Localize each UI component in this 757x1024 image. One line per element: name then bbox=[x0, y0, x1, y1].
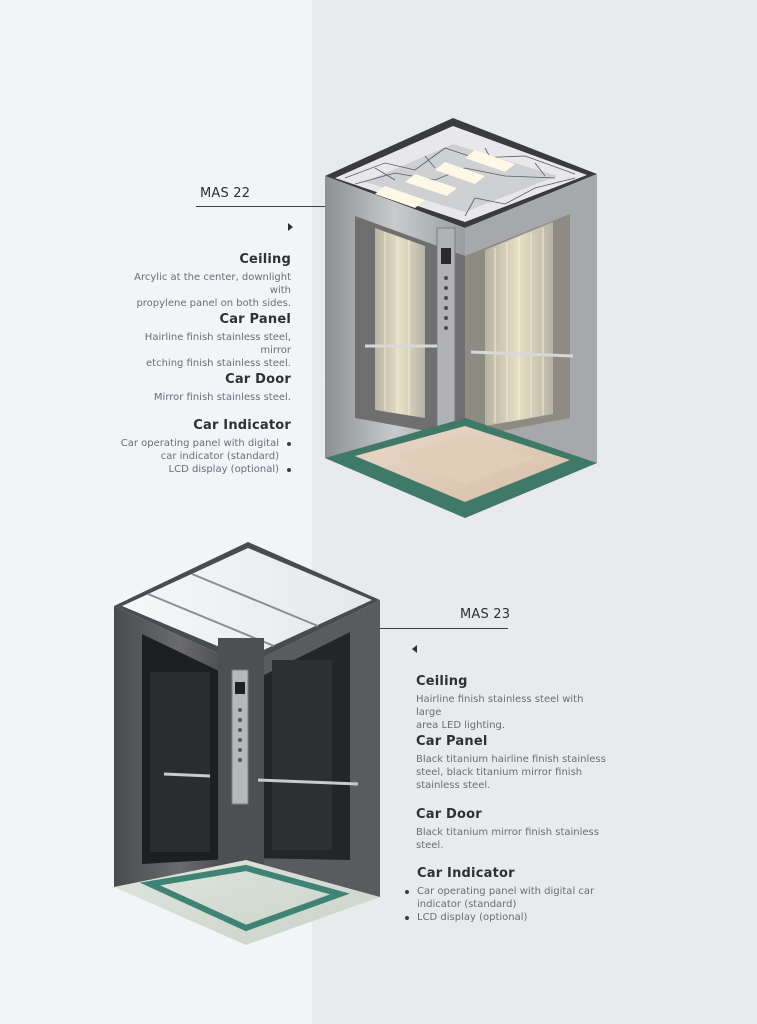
spec-text-line: Mirror finish stainless steel. bbox=[153, 392, 291, 403]
spec-title: Car Indicator bbox=[193, 418, 291, 433]
spec-text-line: Arcylic at the center, downlight with bbox=[134, 272, 291, 296]
arrow-right-icon bbox=[288, 223, 293, 231]
spec-car-indicator-mas23 bbox=[405, 866, 605, 924]
bullet-item: Car operating panel with digital car indicator (standard) bbox=[405, 885, 605, 911]
bullet-list bbox=[115, 437, 291, 476]
bullet-list bbox=[405, 885, 605, 924]
spec-text-line: area LED lighting. bbox=[416, 720, 506, 731]
bullet-item: Car operating panel with digital car indicator (standard) bbox=[115, 437, 291, 463]
model-label-mas23: MAS 23 bbox=[460, 607, 511, 622]
elevator-image-mas23 bbox=[114, 542, 380, 945]
spec-car-door-mas23 bbox=[416, 807, 606, 852]
spec-title: Car Panel bbox=[416, 734, 488, 749]
spec-title: Ceiling bbox=[239, 252, 291, 267]
spec-car-door-mas22 bbox=[115, 372, 291, 404]
spec-text-line: steel. bbox=[416, 840, 444, 851]
arrow-left-icon bbox=[412, 645, 417, 653]
spec-text-line: Black titanium hairline finish stainless bbox=[416, 754, 606, 765]
model-rule-mas23 bbox=[380, 628, 508, 629]
spec-text-line: Black titanium mirror finish stainless bbox=[416, 827, 599, 838]
spec-text-line: Hairline finish stainless steel, mirror bbox=[144, 332, 291, 356]
spec-car-panel-mas23 bbox=[416, 734, 606, 792]
spec-car-panel-mas22 bbox=[115, 312, 291, 370]
spec-title: Car Indicator bbox=[417, 866, 515, 881]
spec-text-line: stainless steel. bbox=[416, 780, 491, 791]
spec-title: Car Panel bbox=[219, 312, 291, 327]
bullet-item: LCD display (optional) bbox=[405, 911, 605, 924]
spec-ceiling-mas23 bbox=[416, 674, 606, 732]
spec-title: Ceiling bbox=[416, 674, 468, 689]
spec-car-indicator-mas22 bbox=[115, 418, 291, 476]
spec-title: Car Door bbox=[225, 372, 291, 387]
spec-ceiling-mas22 bbox=[115, 252, 291, 310]
bullet-item: LCD display (optional) bbox=[115, 463, 291, 476]
spec-text-line: Hairline finish stainless steel with large bbox=[416, 694, 584, 718]
model-rule-mas22 bbox=[196, 206, 328, 207]
spec-text-line: etching finish stainless steel. bbox=[146, 358, 291, 369]
model-label-mas22: MAS 22 bbox=[200, 186, 251, 201]
elevator-image-mas22 bbox=[325, 118, 597, 518]
spec-text-line: steel, black titanium mirror finish bbox=[416, 767, 583, 778]
spec-title: Car Door bbox=[416, 807, 482, 822]
spec-text-line: propylene panel on both sides. bbox=[136, 298, 291, 309]
